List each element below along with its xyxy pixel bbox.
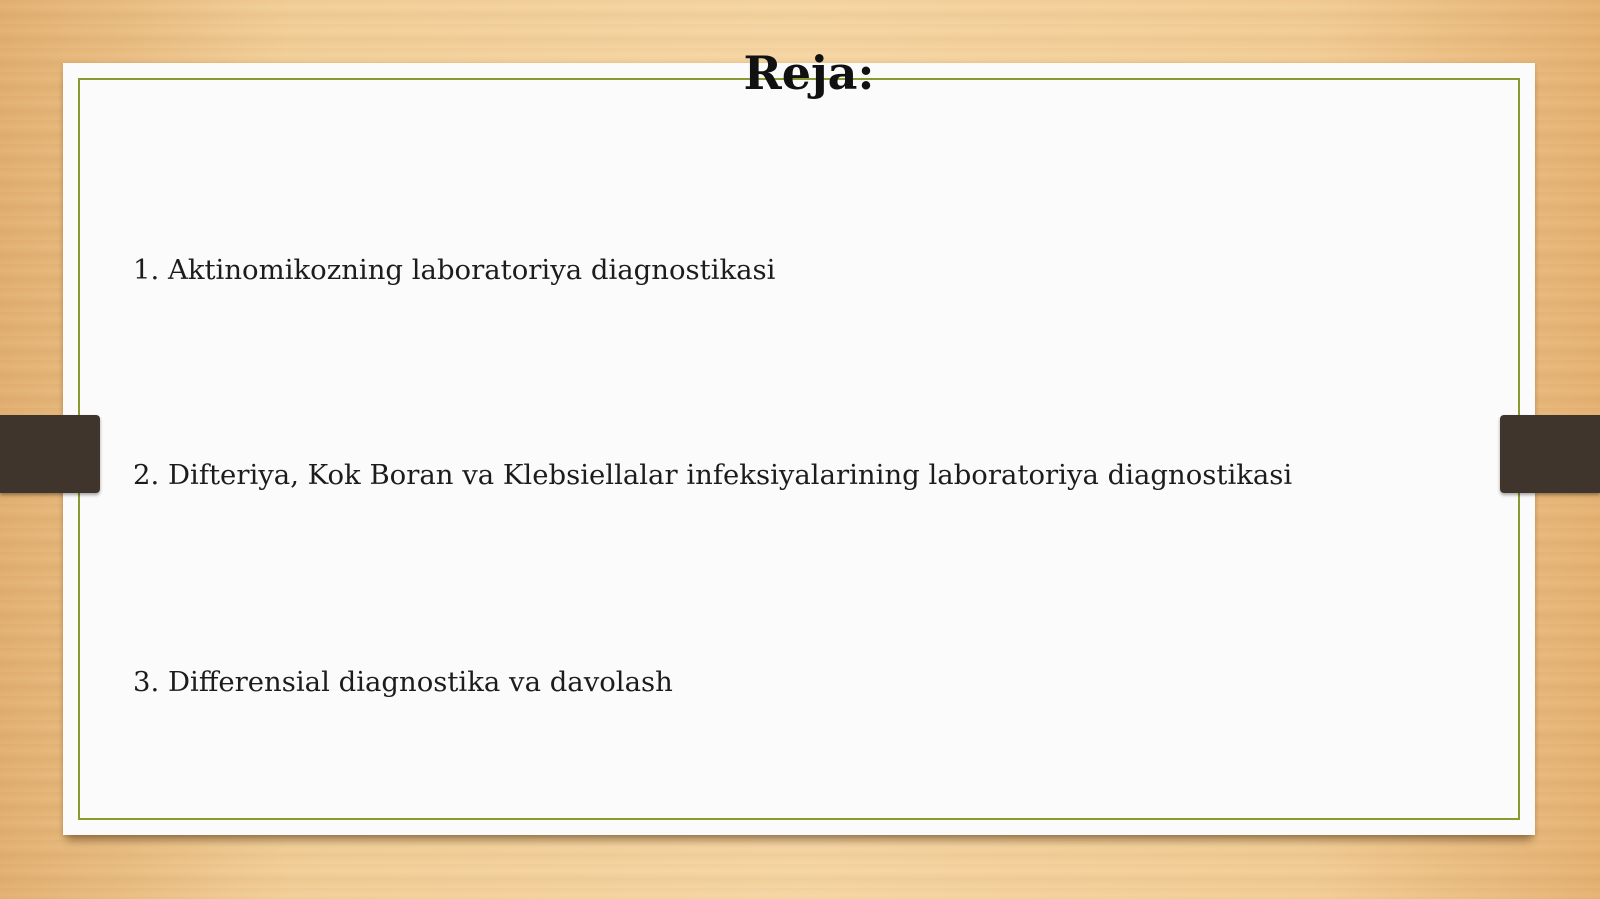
right-binder-clip <box>1500 415 1600 493</box>
plan-item-2: 2. Difteriya, Kok Boran va Klebsiellalar infeksiyalarining laboratoriya diagnostikasi <box>133 459 1293 491</box>
slide-title: Reja: <box>743 46 875 100</box>
card-frame-border <box>78 78 1520 820</box>
plan-item-3: 3. Differensial diagnostika va davolash <box>133 666 673 698</box>
slide-card <box>63 63 1535 835</box>
left-binder-clip <box>0 415 100 493</box>
plan-item-1: 1. Aktinomikozning laboratoriya diagnostikasi <box>133 254 776 286</box>
